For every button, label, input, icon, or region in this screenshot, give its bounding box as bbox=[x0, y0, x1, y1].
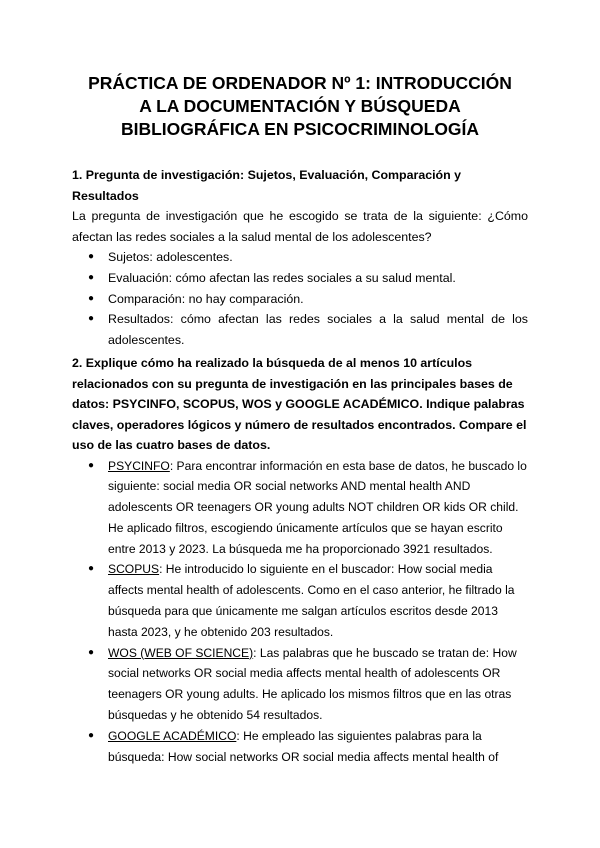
title-line-3: BIBLIOGRÁFICA EN PSICOCRIMINOLOGÍA bbox=[120, 119, 480, 139]
database-name-scopus: SCOPUS bbox=[108, 562, 160, 577]
section-1-paragraph: La pregunta de investigación que he escogido se trata de la siguiente: ¿Cómo afectan las redes sociales a la salud mental de los adolescentes? bbox=[72, 209, 528, 244]
section-research-question bbox=[72, 165, 528, 351]
database-name-wos: WOS (WEB OF SCIENCE) bbox=[108, 645, 254, 660]
bullet-icon: ● bbox=[88, 459, 95, 471]
list-item bbox=[72, 247, 528, 268]
bullet-icon: ● bbox=[88, 563, 95, 575]
list-item-text: : He empleado las siguientes palabras para la búsqueda: How social networks OR social media affects mental health of bbox=[108, 728, 499, 764]
section-database-search bbox=[72, 353, 528, 767]
bullet-icon: ● bbox=[88, 251, 95, 262]
bullet-icon: ● bbox=[88, 313, 95, 325]
list-item-text: : Para encontrar información en esta base de datos, he buscado lo siguiente: social media OR social networks AND mental health AND adolescents OR teenagers OR young adults NOT children OR kids OR child. He aplicado filtros, escogiendo únicamente artículos que se hayan escrito entre 2013 y 2023. La búsqueda me ha proporcionado 3921 resultados. bbox=[108, 458, 527, 556]
section-1-heading: 1. Pregunta de investigación: Sujetos, Evaluación, Comparación y Resultados bbox=[72, 168, 462, 203]
bullet-icon: ● bbox=[88, 729, 95, 741]
bullet-icon: ● bbox=[88, 292, 95, 304]
list-item-text: Sujetos: adolescentes. bbox=[108, 250, 233, 264]
list-item bbox=[72, 289, 528, 310]
list-item-text: Comparación: no hay comparación. bbox=[108, 291, 304, 306]
list-item bbox=[72, 268, 528, 289]
section-2-heading: 2. Explique cómo ha realizado la búsqueda de al menos 10 artículos relacionados con su pregunta de investigación en las principales bases de datos: PSYCINFO, SCOPUS, WOS y GOOGLE ACADÉMICO. Indique palabras claves, operadores lógicos y número de resultados encontrados. Compare el uso de las cuatro bases de datos. bbox=[72, 356, 527, 452]
database-list bbox=[72, 456, 528, 768]
title-line-1: PRÁCTICA DE ORDENADOR Nº 1: INTRODUCCIÓN bbox=[88, 73, 512, 93]
list-item bbox=[72, 559, 528, 642]
list-item-text: : He introducido lo siguiente en el buscador: How social media affects mental health of adolescents. Como en el caso anterior, he filtrado la búsqueda para que únicamente me salgan artículos escritos desde 2013 hasta 2023, y he obtenido 203 resultados. bbox=[108, 562, 515, 639]
document-title bbox=[60, 72, 540, 141]
list-item-text: Evaluación: cómo afectan las redes sociales a su salud mental. bbox=[108, 270, 456, 285]
bullet-icon: ● bbox=[88, 271, 95, 283]
list-item bbox=[72, 726, 528, 768]
list-item bbox=[72, 643, 528, 726]
list-item bbox=[72, 456, 528, 560]
database-name-google-academico: GOOGLE ACADÉMICO bbox=[108, 728, 237, 743]
list-item bbox=[72, 309, 528, 351]
list-item-text: : Las palabras que he buscado se tratan de: How social networks OR social media affects mental health of adolescents OR teenagers OR young adults. He aplicado los mismos filtros que en las otras búsquedas y he obtenido 54 resultados. bbox=[108, 645, 517, 723]
database-name-psycinfo: PSYCINFO bbox=[108, 458, 170, 473]
title-line-2: A LA DOCUMENTACIÓN Y BÚSQUEDA bbox=[139, 96, 461, 116]
list-item-text: Resultados: cómo afectan las redes sociales a la salud mental de los adolescentes. bbox=[108, 312, 528, 348]
bullet-icon: ● bbox=[88, 646, 95, 658]
pico-list bbox=[72, 247, 528, 351]
